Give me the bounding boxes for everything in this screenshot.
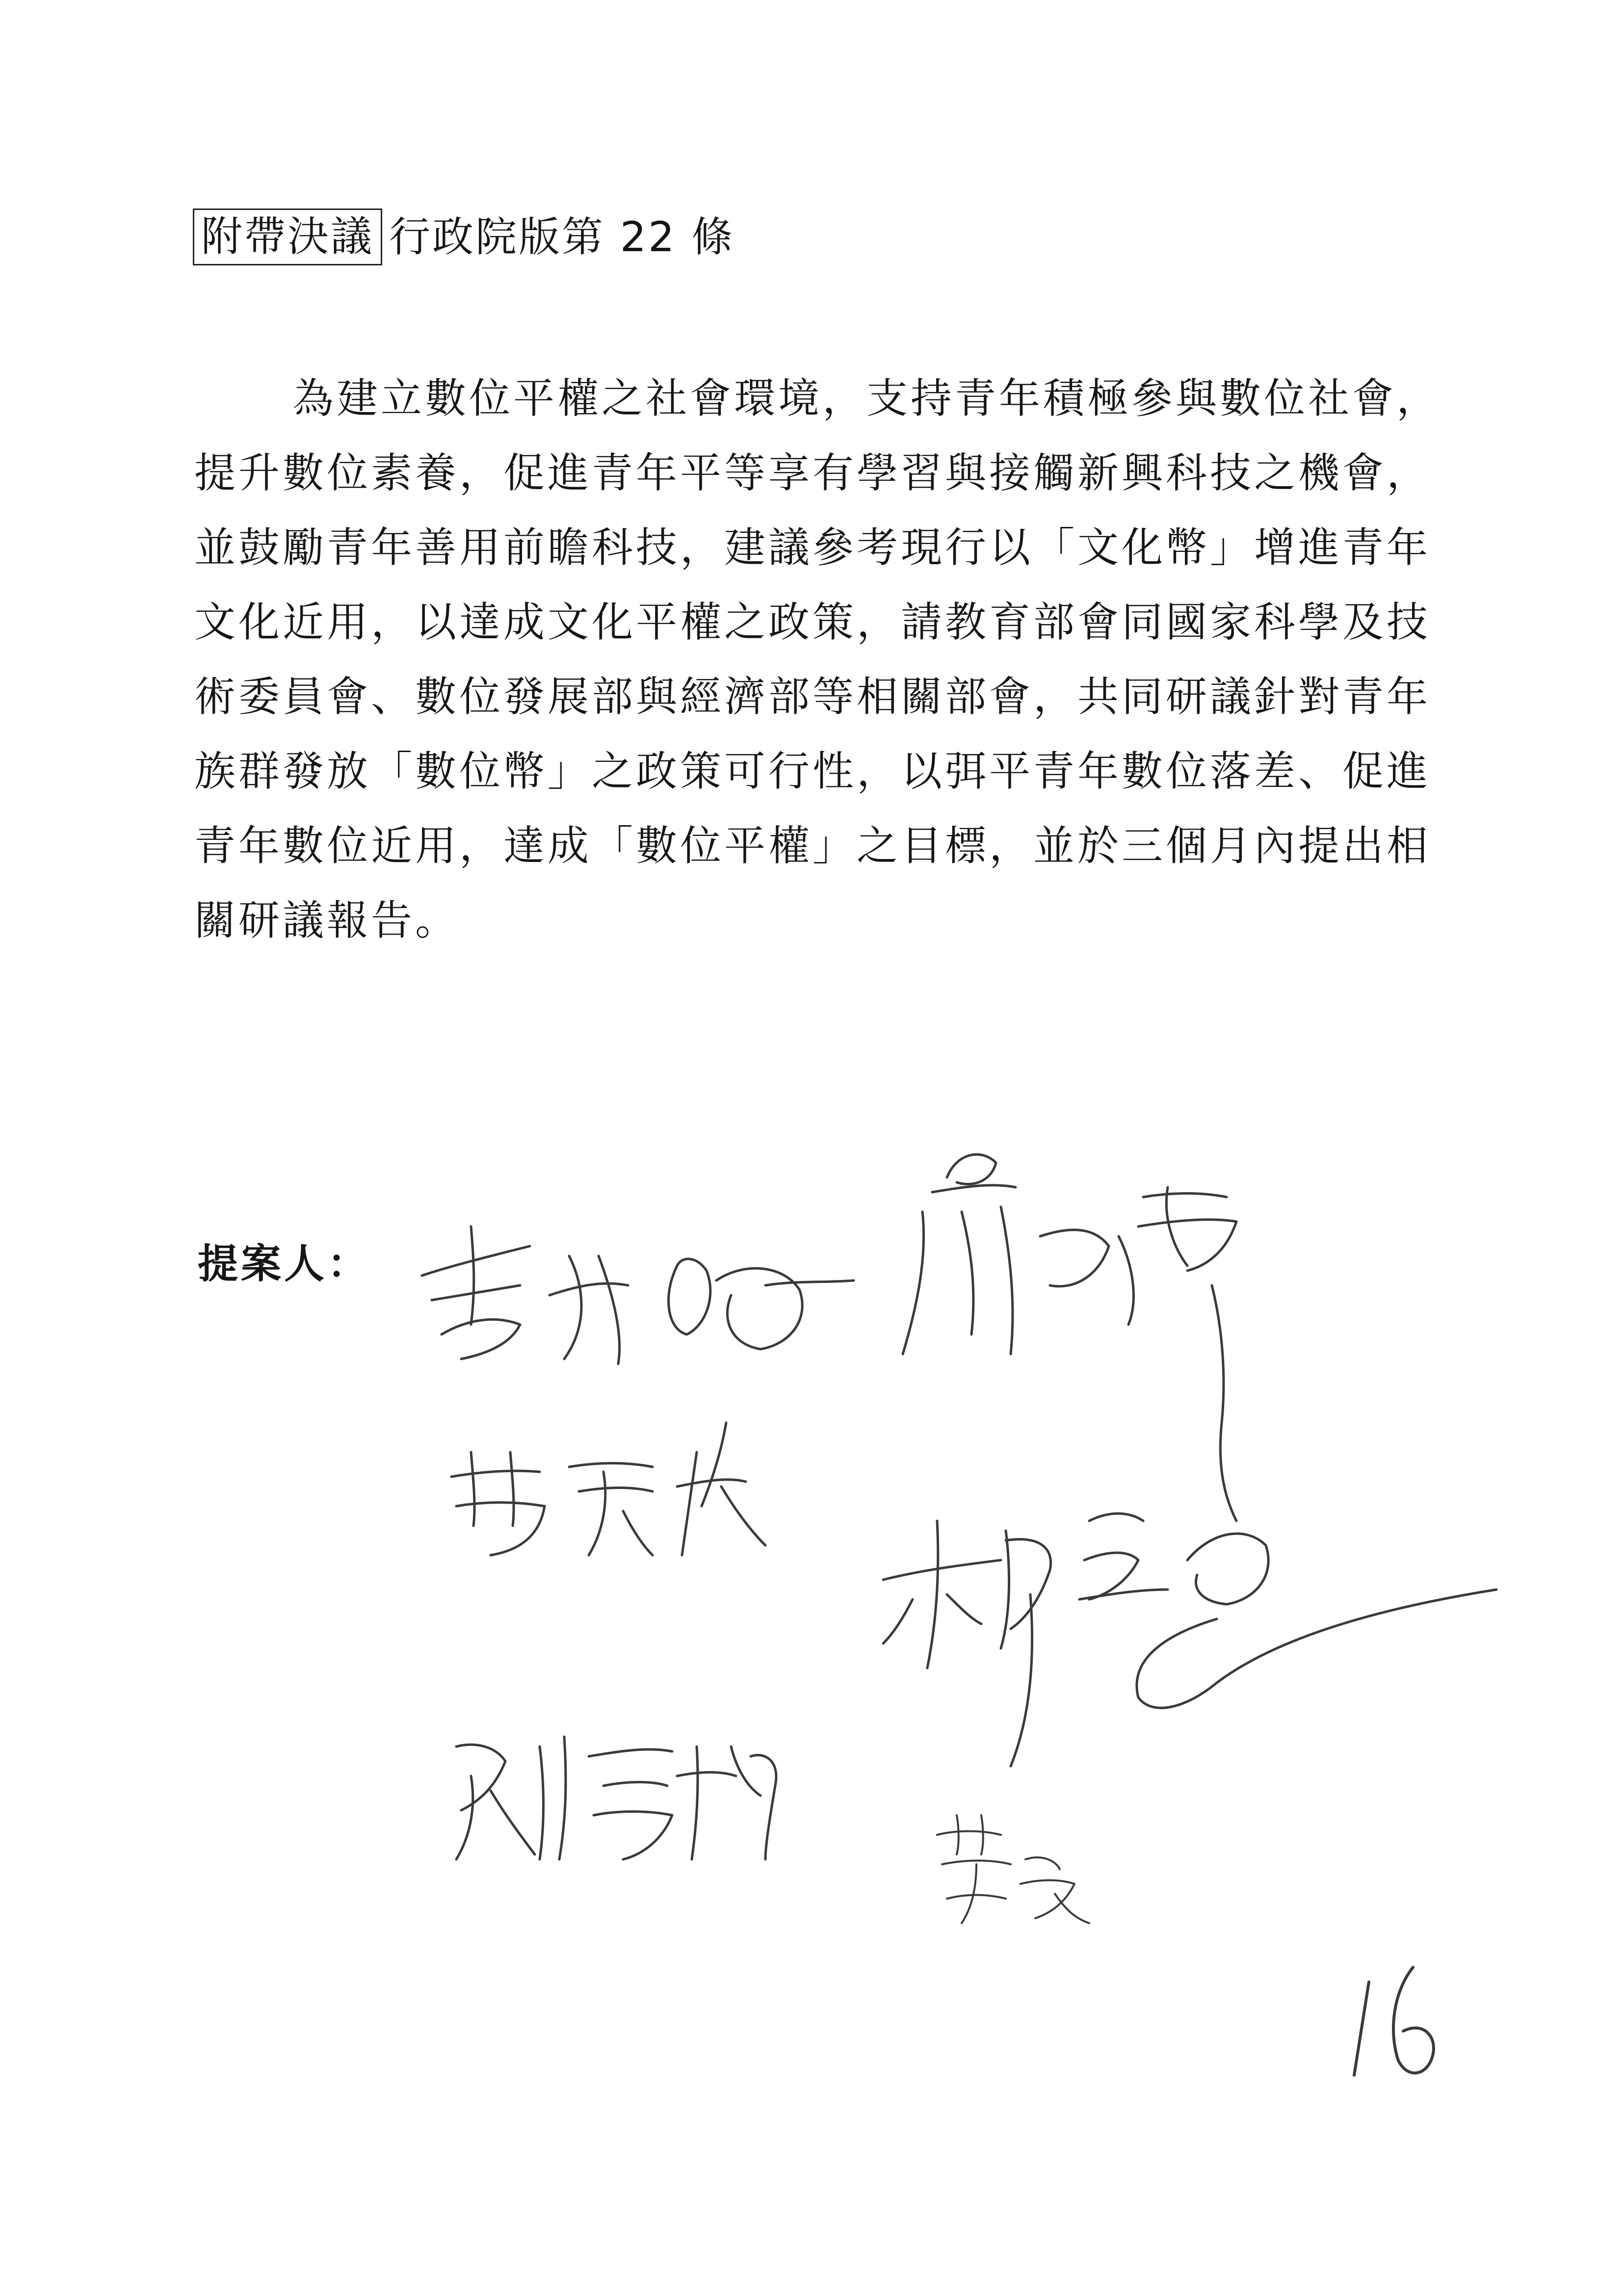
handwritten-signature: [456, 1737, 776, 1859]
handwritten-page-number: [1354, 1967, 1434, 2075]
handwritten-signature: [903, 1154, 1236, 1521]
article-title: 行政院版第 22 條: [389, 213, 735, 261]
resolution-type-label: 附帶決議: [193, 209, 382, 265]
proposer-label: 提案人：: [198, 1241, 371, 1287]
handwritten-signature: [422, 1226, 854, 1364]
handwritten-signature: [937, 1815, 1089, 1923]
resolution-body: 為建立數位平權之社會環境，支持青年積極參與數位社會，提升數位素養，促進青年平等享有學習與接觸新興科技之機會，並鼓勵青年善用前瞻科技，建議參考現行以「文化幣」增進青年文化近用，以達成文化平權之政策，請教育部會同國家科學及技術委員會、數位發展部與經濟部等相關部會，共同研議針對青年族群發放「數位幣」之政策可行性，以弭平青年數位落差、促進青年數位近用，達成「數位平權」之目標，並於三個月內提出相關研議報告。: [194, 374, 1441, 944]
resolution-heading: [193, 200, 734, 274]
handwritten-signature: [883, 1513, 1496, 1766]
handwritten-signature: [451, 1423, 765, 1555]
